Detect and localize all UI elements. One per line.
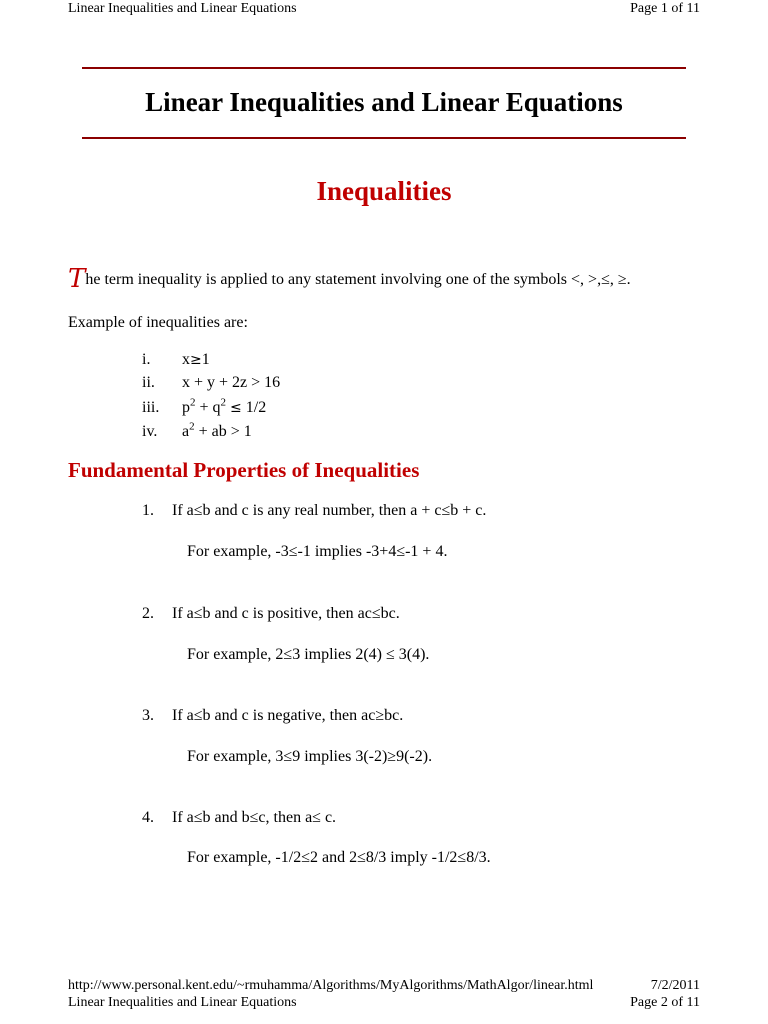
example-number: i. <box>142 351 151 368</box>
intro-text: he term inequality is applied to any statement involving one of the symbols <, >,≤, ≥. <box>85 271 631 288</box>
property-example: For example, 2≤3 implies 2(4) ≤ 3(4). <box>187 646 430 663</box>
property-number: 3. <box>142 707 154 724</box>
property-example: For example, 3≤9 implies 3(-2)≥9(-2). <box>187 748 433 765</box>
example-number: iv. <box>142 423 158 441</box>
example-text: x + y + 2z > 16 <box>182 374 281 391</box>
property-rule <box>142 605 400 623</box>
print-footer-page: Page 2 of 11 <box>630 995 700 1010</box>
title-rule-bottom <box>82 137 686 139</box>
example-text: x≥1 <box>182 351 210 368</box>
property-rule <box>142 502 486 520</box>
print-footer-date: 7/2/2011 <box>650 978 700 993</box>
example-number: ii. <box>142 374 155 391</box>
title-rule-top <box>82 67 686 69</box>
property-rule-text: If a≤b and c is positive, then ac≤bc. <box>172 605 400 622</box>
example-item <box>142 421 252 441</box>
document-title: Linear Inequalities and Linear Equations <box>145 87 623 117</box>
example-text: $a^2$ + ab > 1 <box>182 421 252 441</box>
example-text: $p^2 + q^2 \le 1/2$ <box>182 397 267 417</box>
property-rule <box>142 707 403 725</box>
section-title: Inequalities <box>316 176 452 206</box>
example-number: iii. <box>142 399 160 417</box>
property-number: 4. <box>142 809 154 826</box>
dropcap-letter: T <box>68 264 86 294</box>
property-rule <box>142 809 336 827</box>
print-footer-url[interactable]: http://www.personal.kent.edu/~rmuhamma/Algorithms/MyAlgorithms/MathAlgor/linear.html <box>68 978 594 993</box>
property-rule-text: If a≤b and b≤c, then a≤ c. <box>172 809 337 826</box>
property-example: For example, -3≤-1 implies -3+4≤-1 + 4. <box>187 543 448 560</box>
property-rule-text: If a≤b and c is any real number, then a + c≤b + c. <box>172 502 487 519</box>
property-number: 1. <box>142 502 154 519</box>
example-item <box>142 374 280 392</box>
example-item <box>142 397 266 417</box>
examples-label: Example of inequalities are: <box>68 314 248 331</box>
property-number: 2. <box>142 605 154 622</box>
print-header-page: Page 1 of 11 <box>630 1 700 16</box>
example-item <box>142 351 210 369</box>
properties-heading: Fundamental Properties of Inequalities <box>68 458 420 482</box>
property-example: For example, -1/2≤2 and 2≤8/3 imply -1/2≤8/3. <box>187 849 491 866</box>
print-header-title: Linear Inequalities and Linear Equations <box>68 1 297 16</box>
property-rule-text: If a≤b and c is negative, then ac≥bc. <box>172 707 404 724</box>
intro-paragraph <box>68 264 631 294</box>
print-footer-title: Linear Inequalities and Linear Equations <box>68 995 297 1010</box>
